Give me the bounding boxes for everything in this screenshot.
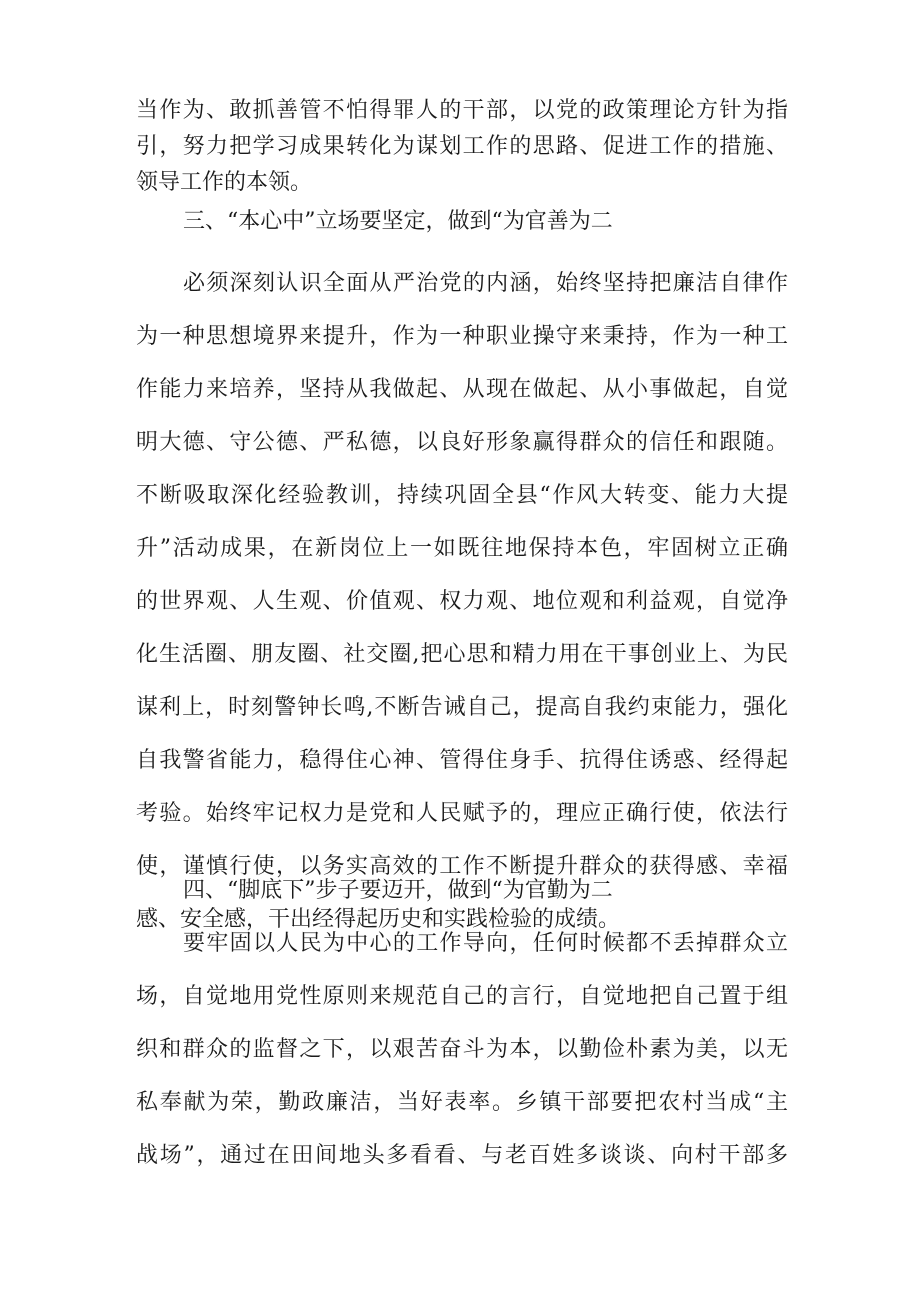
text-line: 私奉献为荣，勤政廉洁，当好表率。乡镇干部要把农村当成“主 — [136, 1090, 788, 1115]
text-line: 升”活动成果，在新岗位上一如既往地保持本色，牢固树立正确 — [136, 536, 788, 561]
text-line: 战场”，通过在田间地头多看看、与老百姓多谈谈、向村干部多 — [136, 1143, 788, 1168]
paragraph-2 — [136, 269, 788, 935]
section-heading-3: 三、“本心中”立场要坚定，做到“为官善为二 — [183, 209, 613, 234]
text-line: 领导工作的本领。 — [136, 170, 313, 195]
text-line: 不断吸取深化经验教训，持续巩固全县“作风大转变、能力大提 — [136, 483, 788, 508]
text-line: 引，努力把学习成果转化为谋划工作的思路、促进工作的措施、 — [136, 134, 788, 159]
paragraph-3 — [136, 929, 788, 1171]
text-line: 作能力来培养，坚持从我做起、从现在做起、从小事做起，自觉 — [136, 377, 788, 402]
text-line: 的世界观、人生观、价值观、权力观、地位观和利益观，自觉净 — [136, 589, 788, 614]
section-heading-4: 四、“脚底下”步子要迈开，做到“为官勤为二 — [183, 878, 613, 903]
text-line: 化生活圈、朋友圈、社交圈,把心思和精力用在干事创业上、为民 — [136, 642, 788, 667]
text-line: 织和群众的监督之下，以艰苦奋斗为本，以勤俭朴素为美，以无 — [136, 1037, 788, 1062]
text-line: 为一种思想境界来提升，作为一种职业操守来秉持，作为一种工 — [136, 324, 788, 349]
text-line: 要牢固以人民为中心的工作导向，任何时候都不丢掉群众立 — [183, 931, 788, 956]
text-line: 必须深刻认识全面从严治党的内涵，始终坚持把廉洁自律作 — [183, 271, 788, 296]
text-line: 使，谨慎行使，以务实高效的工作不断提升群众的获得感、幸福 — [136, 854, 788, 879]
text-line: 考验。始终牢记权力是党和人民赋予的，理应正确行使，依法行 — [136, 801, 788, 826]
text-line: 明大德、守公德、严私德，以良好形象赢得群众的信任和跟随。 — [136, 430, 788, 455]
paragraph-1 — [136, 96, 788, 198]
text-line: 感、安全感，干出经得起历史和实践检验的成绩。 — [136, 907, 621, 932]
text-line: 自我警省能力，稳得住心神、管得住身手、抗得住诱惑、经得起 — [136, 748, 788, 773]
text-line: 场，自觉地用党性原则来规范自己的言行，自觉地把自己置于组 — [136, 984, 788, 1009]
text-line: 当作为、敢抓善管不怕得罪人的干部，以党的政策理论方针为指 — [136, 98, 788, 123]
text-line: 谋利上，时刻警钟长鸣,不断告诫自己，提高自我约束能力，强化 — [136, 695, 788, 720]
